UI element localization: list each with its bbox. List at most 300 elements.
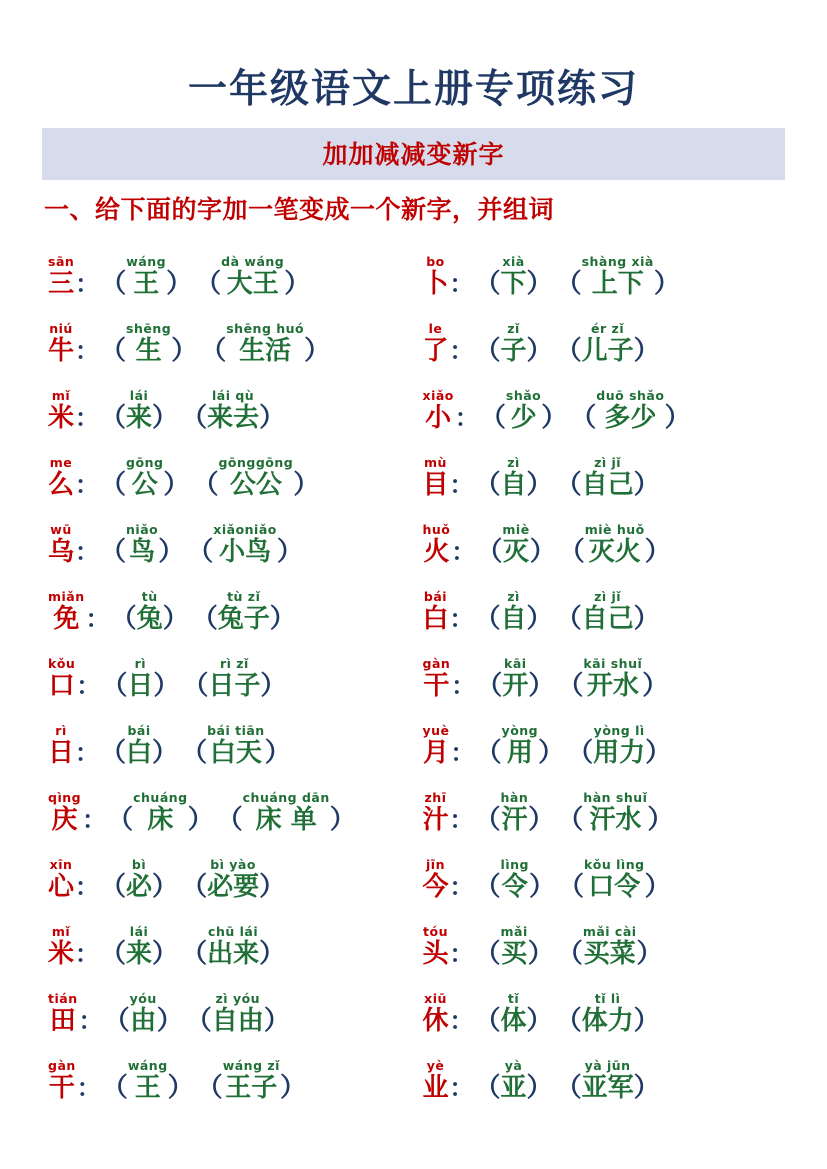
character-unit-base [48, 1057, 76, 1103]
colon-mark: ： [449, 806, 474, 834]
open-paren: （ [474, 604, 501, 634]
pinyin-base: qìng [48, 789, 82, 805]
character-unit-base [422, 588, 449, 634]
character-unit-answer [126, 320, 172, 366]
hanzi-answer: 少 [510, 403, 537, 433]
pinyin-base: tóu [423, 923, 448, 939]
open-paren: （ [474, 269, 501, 299]
exercise-row [42, 364, 411, 431]
character-unit-answer [126, 387, 153, 433]
open-paren: （ [556, 939, 583, 969]
open-paren: （ [187, 537, 214, 567]
character-unit-answer [129, 990, 157, 1036]
open-paren: （ [100, 403, 127, 433]
close-paren: ） [528, 872, 555, 902]
pinyin-answer: lìng [500, 856, 529, 872]
character-unit-answer [502, 655, 529, 701]
close-paren: ） [152, 738, 179, 768]
close-paren: ） [259, 403, 286, 433]
pinyin-answer: tǐ [507, 990, 520, 1006]
colon-mark: ： [449, 1074, 474, 1102]
colon-mark: ： [450, 739, 475, 767]
open-paren: （ [191, 604, 218, 634]
pinyin-answer: lái [129, 387, 149, 403]
hanzi-answer: 亚 [500, 1073, 527, 1103]
character-unit-word [584, 521, 645, 567]
close-paren: ） [259, 872, 286, 902]
exercise-grid [42, 230, 785, 1101]
open-paren: （ [110, 604, 137, 634]
pinyin-answer: rì [134, 655, 147, 671]
character-unit-word [211, 990, 264, 1036]
hanzi-word: 自己 [581, 470, 634, 500]
character-unit-base [422, 722, 450, 768]
open-paren: （ [555, 1073, 582, 1103]
open-paren: （ [100, 738, 127, 768]
character-unit-base [48, 923, 75, 969]
close-paren: ） [153, 671, 180, 701]
pinyin-base: zhī [424, 789, 447, 805]
colon-mark: ： [449, 1007, 474, 1035]
pinyin-answer: chuáng [133, 789, 188, 805]
exercise-row [417, 699, 786, 766]
hanzi-word: 白天 [209, 738, 262, 768]
open-paren: （ [200, 336, 227, 366]
pinyin-answer: shǎo [505, 387, 542, 403]
open-paren: （ [555, 269, 582, 299]
character-unit-word [207, 722, 265, 768]
character-unit-word [581, 588, 634, 634]
character-unit-answer [500, 454, 527, 500]
colon-mark: ： [449, 337, 474, 365]
colon-mark: ： [75, 404, 100, 432]
close-paren: ） [166, 269, 193, 299]
pinyin-word: dà wáng [221, 253, 285, 269]
hanzi-base: 业 [422, 1073, 449, 1103]
exercise-row [417, 297, 786, 364]
section-heading: 一、给下面的字加一笔变成一个新字，并组词 [44, 195, 555, 224]
hanzi-word: 自己 [581, 604, 634, 634]
hanzi-base: 田 [49, 1006, 76, 1036]
hanzi-word: 口令 [588, 872, 641, 902]
character-unit-answer [126, 253, 167, 299]
character-unit-word [207, 856, 260, 902]
close-paren: ） [528, 671, 555, 701]
open-paren: （ [216, 805, 243, 835]
character-unit-answer [127, 655, 154, 701]
hanzi-word: 公公 [229, 470, 282, 500]
hanzi-answer: 体 [500, 1006, 527, 1036]
close-paren: ） [526, 269, 553, 299]
close-paren: ） [293, 470, 320, 500]
character-unit-base [422, 789, 449, 835]
exercise-row [417, 766, 786, 833]
colon-mark: ： [449, 940, 474, 968]
pinyin-base: miǎn [48, 588, 85, 604]
character-unit-word [581, 253, 654, 299]
close-paren: ） [156, 1006, 183, 1036]
character-unit-answer [501, 722, 539, 768]
hanzi-word: 儿子 [581, 336, 634, 366]
hanzi-answer: 自 [500, 470, 527, 500]
character-unit-base [48, 521, 75, 567]
close-paren: ） [276, 537, 303, 567]
pinyin-word: gōnggōng [218, 454, 294, 470]
exercise-row [42, 833, 411, 900]
pinyin-word: zì yóu [215, 990, 261, 1006]
open-paren: （ [474, 1073, 501, 1103]
exercise-row [417, 230, 786, 297]
open-paren: （ [479, 403, 506, 433]
pinyin-base: bái [423, 588, 448, 604]
hanzi-word: 小鸟 [219, 537, 272, 567]
close-paren: ） [162, 604, 189, 634]
close-paren: ） [163, 470, 190, 500]
character-unit-word [217, 588, 270, 634]
pinyin-base: wū [50, 521, 72, 537]
open-paren: （ [475, 738, 502, 768]
open-paren: （ [474, 1006, 501, 1036]
colon-mark: ： [75, 270, 100, 298]
pinyin-answer: zì [507, 454, 520, 470]
pinyin-base: mǐ [51, 387, 71, 403]
pinyin-answer: kāi [504, 655, 527, 671]
pinyin-answer: miè [502, 521, 530, 537]
open-paren: （ [100, 939, 127, 969]
colon-mark: ： [75, 471, 100, 499]
pinyin-answer: xià [502, 253, 525, 269]
close-paren: ） [541, 403, 568, 433]
open-paren: （ [101, 1073, 128, 1103]
hanzi-answer: 鸟 [129, 537, 156, 567]
close-paren: ） [538, 738, 565, 768]
hanzi-base: 干 [48, 1073, 75, 1103]
character-unit-word [583, 655, 643, 701]
close-paren: ） [152, 403, 179, 433]
pinyin-base: gàn [422, 655, 451, 671]
hanzi-base: 干 [423, 671, 450, 701]
pinyin-word: xiǎoniǎo [213, 521, 277, 537]
close-paren: ） [647, 805, 674, 835]
character-unit-word [583, 789, 648, 835]
subtitle-text: 加加减减变新字 [322, 140, 505, 169]
pinyin-answer: wáng [127, 1057, 168, 1073]
colon-mark: ： [75, 739, 100, 767]
hanzi-base: 今 [422, 872, 449, 902]
hanzi-answer: 由 [130, 1006, 157, 1036]
open-paren: （ [196, 1073, 223, 1103]
open-paren: （ [100, 269, 127, 299]
pinyin-base: niú [49, 320, 73, 336]
hanzi-word: 开水 [586, 671, 639, 701]
pinyin-word: ér zǐ [591, 320, 625, 336]
close-paren: ） [526, 336, 553, 366]
close-paren: ） [167, 1073, 194, 1103]
character-unit-base [422, 521, 451, 567]
pinyin-word: mǎi cài [582, 923, 637, 939]
pinyin-base: xīn [49, 856, 73, 872]
character-unit-answer [136, 588, 163, 634]
character-unit-base [422, 856, 449, 902]
colon-mark: ： [454, 404, 479, 432]
exercise-row [417, 364, 786, 431]
open-paren: （ [107, 805, 134, 835]
close-paren: ） [304, 336, 331, 366]
exercise-row [417, 833, 786, 900]
pinyin-word: tù zǐ [227, 588, 261, 604]
hanzi-answer: 兔 [136, 604, 163, 634]
hanzi-base: 米 [48, 403, 75, 433]
colon-mark: ： [449, 605, 474, 633]
pinyin-base: yè [426, 1057, 445, 1073]
pinyin-base: yuè [422, 722, 450, 738]
pinyin-base: bo [426, 253, 445, 269]
character-unit-base [422, 923, 449, 969]
exercise-row [42, 565, 411, 632]
colon-mark: ： [85, 605, 110, 633]
pinyin-word: hàn shuǐ [583, 789, 648, 805]
pinyin-answer: bì [131, 856, 147, 872]
close-paren: ） [529, 537, 556, 567]
exercise-row [417, 565, 786, 632]
pinyin-word: zì jǐ [594, 588, 622, 604]
page-title: 一年级语文上册专项练习 [187, 67, 639, 112]
character-unit-base [48, 320, 75, 366]
close-paren: ） [263, 1006, 290, 1036]
close-paren: ） [279, 1073, 306, 1103]
exercise-row [42, 766, 411, 833]
hanzi-answer: 开 [502, 671, 529, 701]
close-paren: ） [259, 939, 286, 969]
hanzi-word: 上下 [591, 269, 644, 299]
close-paren: ） [171, 336, 198, 366]
character-unit-word [581, 320, 634, 366]
close-paren: ） [260, 671, 287, 701]
character-unit-word [242, 789, 330, 835]
hanzi-word: 必要 [207, 872, 260, 902]
exercise-row [42, 297, 411, 364]
character-unit-answer [500, 253, 527, 299]
colon-mark: ： [451, 672, 476, 700]
character-unit-base [422, 454, 449, 500]
close-paren: ） [158, 537, 185, 567]
character-unit-answer [133, 789, 188, 835]
hanzi-base: 庆 [51, 805, 78, 835]
pinyin-answer: yà [504, 1057, 523, 1073]
hanzi-base: 火 [423, 537, 450, 567]
close-paren: ） [645, 738, 672, 768]
exercise-row [417, 632, 786, 699]
hanzi-answer: 白 [126, 738, 153, 768]
open-paren: （ [474, 336, 501, 366]
pinyin-answer: wáng [126, 253, 167, 269]
hanzi-answer: 床 [147, 805, 174, 835]
colon-mark: ： [78, 1007, 103, 1035]
hanzi-word: 床 单 [255, 805, 317, 835]
exercise-row [417, 967, 786, 1034]
colon-mark: ： [75, 538, 100, 566]
close-paren: ） [527, 939, 554, 969]
colon-mark: ： [449, 873, 474, 901]
character-unit-base [48, 722, 75, 768]
hanzi-base: 免 [53, 604, 80, 634]
hanzi-base: 卜 [422, 269, 449, 299]
character-unit-base [48, 856, 75, 902]
pinyin-word: tǐ lì [594, 990, 621, 1006]
hanzi-base: 么 [48, 470, 75, 500]
close-paren: ） [642, 671, 669, 701]
open-paren: （ [195, 269, 222, 299]
open-paren: （ [555, 1006, 582, 1036]
hanzi-answer: 必 [126, 872, 153, 902]
pinyin-word: kǒu lìng [583, 856, 645, 872]
exercise-row [417, 900, 786, 967]
character-unit-word [213, 521, 277, 567]
pinyin-word: zì jǐ [594, 454, 622, 470]
colon-mark: ： [449, 471, 474, 499]
character-unit-word [218, 454, 294, 500]
hanzi-answer: 公 [131, 470, 158, 500]
close-paren: ） [636, 939, 663, 969]
pinyin-base: tián [48, 990, 78, 1006]
hanzi-answer: 王 [134, 1073, 161, 1103]
character-unit-answer [127, 1057, 168, 1103]
character-unit-answer [126, 856, 153, 902]
open-paren: （ [181, 872, 208, 902]
character-unit-base [422, 387, 454, 433]
close-paren: ） [644, 537, 671, 567]
character-unit-base [48, 387, 75, 433]
pinyin-base: sān [48, 253, 75, 269]
colon-mark: ： [449, 270, 474, 298]
pinyin-word: wáng zǐ [222, 1057, 280, 1073]
character-unit-word [207, 923, 260, 969]
character-unit-word [581, 990, 634, 1036]
hanzi-base: 米 [48, 939, 75, 969]
hanzi-word: 买菜 [583, 939, 636, 969]
character-unit-answer [126, 722, 153, 768]
close-paren: ） [644, 872, 671, 902]
hanzi-answer: 用 [506, 738, 533, 768]
hanzi-answer: 灭 [503, 537, 530, 567]
hanzi-base: 日 [48, 738, 75, 768]
colon-mark: ： [76, 672, 101, 700]
hanzi-answer: 王 [133, 269, 160, 299]
hanzi-base: 小 [425, 403, 452, 433]
hanzi-answer: 生 [135, 336, 162, 366]
exercise-row [42, 632, 411, 699]
pinyin-word: shēng huó [226, 320, 305, 336]
close-paren: ） [152, 872, 179, 902]
character-unit-answer [500, 588, 527, 634]
open-paren: （ [474, 805, 501, 835]
hanzi-answer: 子 [500, 336, 527, 366]
hanzi-word: 自由 [211, 1006, 264, 1036]
character-unit-base [48, 655, 76, 701]
open-paren: （ [474, 872, 501, 902]
open-paren: （ [182, 671, 209, 701]
exercise-row [417, 1034, 786, 1101]
hanzi-base: 乌 [48, 537, 75, 567]
character-unit-answer [505, 387, 542, 433]
open-paren: （ [101, 671, 128, 701]
close-paren: ） [526, 470, 553, 500]
pinyin-word: duō shǎo [596, 387, 665, 403]
hanzi-word: 体力 [581, 1006, 634, 1036]
hanzi-word: 亚军 [581, 1073, 634, 1103]
character-unit-base [48, 253, 75, 299]
open-paren: （ [100, 336, 127, 366]
pinyin-base: mǐ [51, 923, 71, 939]
pinyin-base: xiǎo [422, 387, 454, 403]
character-unit-word [222, 1057, 280, 1103]
hanzi-word: 日子 [208, 671, 261, 701]
close-paren: ） [528, 805, 555, 835]
close-paren: ） [633, 604, 660, 634]
open-paren: （ [181, 403, 208, 433]
character-unit-answer [126, 521, 159, 567]
open-paren: （ [476, 671, 503, 701]
hanzi-answer: 令 [501, 872, 528, 902]
character-unit-answer [500, 1057, 527, 1103]
exercise-row [42, 498, 411, 565]
open-paren: （ [476, 537, 503, 567]
pinyin-answer: zì [507, 588, 520, 604]
pinyin-answer: niǎo [126, 521, 159, 537]
open-paren: （ [181, 738, 208, 768]
pinyin-answer: yòng [501, 722, 539, 738]
hanzi-answer: 买 [501, 939, 528, 969]
character-unit-answer [502, 521, 530, 567]
open-paren: （ [567, 738, 594, 768]
pinyin-answer: mǎi [500, 923, 528, 939]
hanzi-answer: 下 [500, 269, 527, 299]
colon-mark: ： [75, 940, 100, 968]
exercise-row [42, 967, 411, 1034]
hanzi-base: 目 [422, 470, 449, 500]
character-unit-word [581, 1057, 634, 1103]
character-unit-base [422, 990, 449, 1036]
close-paren: ） [264, 738, 291, 768]
close-paren: ） [633, 1073, 660, 1103]
colon-mark: ： [451, 538, 476, 566]
pinyin-base: kǒu [48, 655, 76, 671]
hanzi-answer: 自 [500, 604, 527, 634]
hanzi-base: 三 [48, 269, 75, 299]
exercise-row [42, 1034, 411, 1101]
hanzi-base: 心 [48, 872, 75, 902]
character-unit-word [221, 253, 285, 299]
hanzi-word: 用力 [593, 738, 646, 768]
close-paren: ） [187, 805, 214, 835]
close-paren: ） [269, 604, 296, 634]
character-unit-answer [500, 320, 527, 366]
character-unit-answer [500, 856, 529, 902]
open-paren: （ [100, 872, 127, 902]
hanzi-base: 汁 [422, 805, 449, 835]
colon-mark: ： [75, 337, 100, 365]
exercise-row [42, 900, 411, 967]
pinyin-word: shàng xià [581, 253, 654, 269]
hanzi-base: 了 [422, 336, 449, 366]
close-paren: ） [653, 269, 680, 299]
character-unit-word [583, 856, 645, 902]
hanzi-word: 大王 [226, 269, 279, 299]
close-paren: ） [633, 470, 660, 500]
character-unit-word [581, 454, 634, 500]
character-unit-answer [500, 923, 528, 969]
hanzi-answer: 日 [127, 671, 154, 701]
